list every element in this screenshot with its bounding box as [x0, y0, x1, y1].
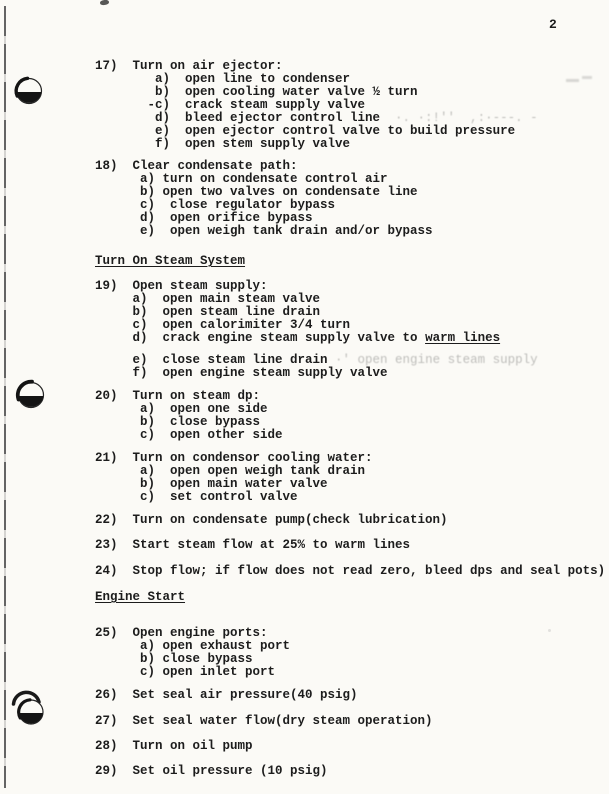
substep-line: b) open main water valve: [95, 477, 328, 491]
substep-line: c) open other side: [95, 428, 283, 442]
step-line: 19) Open steam supply:: [95, 279, 268, 293]
substep-line: c) close regulator bypass: [95, 198, 336, 212]
substep-line: c) open inlet port: [95, 665, 276, 679]
step-line: 20) Turn on steam dp:: [95, 389, 261, 403]
step-line: 25) Open engine ports:: [95, 626, 268, 640]
step-line: 23) Start steam flow at 25% to warm lines: [95, 538, 411, 552]
hole-punch-icon: [9, 373, 53, 417]
erased-text: ·' open engine steam supply: [327, 353, 538, 367]
substep-line: f) open stem supply valve: [95, 137, 351, 151]
section-heading: Turn On Steam System: [95, 254, 246, 268]
substep-line: a) turn on condensate control air: [95, 172, 388, 186]
step-line: 24) Stop flow; if flow does not read zero, bleed dps and seal pots): [95, 564, 606, 578]
substep-line: a) open open weigh tank drain: [95, 464, 366, 478]
hole-punch-icon: [7, 69, 51, 113]
step-line: 26) Set seal air pressure(40 psig): [95, 688, 358, 702]
substep-line: a) open one side: [95, 402, 268, 416]
substep-line: e) open weigh tank drain and/or bypass: [95, 224, 433, 238]
substep-line: b) open steam line drain: [95, 305, 321, 319]
step-line: 17) Turn on air ejector:: [95, 59, 283, 73]
step-line: 29) Set oil pressure (10 psig): [95, 764, 328, 778]
underlined-text: warm lines: [425, 331, 501, 345]
substep-line: b) close bypass: [95, 415, 261, 429]
substep-line: c) open calorimiter 3/4 turn: [95, 318, 351, 332]
substep-line: e) close steam line drain ·' open engine steam supply: [95, 353, 538, 367]
step-line: 28) Turn on oil pump: [95, 739, 253, 753]
step-line: 27) Set seal water flow(dry steam operation): [95, 714, 433, 728]
substep-line: d) bleed ejector control line ·. ·:!'' ,:·---. -: [95, 111, 538, 125]
substep-line: b) close bypass: [95, 652, 253, 666]
substep-line: a) open main steam valve: [95, 292, 321, 306]
substep-line: b) open cooling water valve ½ turn: [95, 85, 418, 99]
substep-line: -c) crack steam supply valve: [95, 98, 366, 112]
substep-line: a) open exhaust port: [95, 639, 291, 653]
substep-line: d) crack engine steam supply valve to warm lines: [95, 331, 501, 345]
substep-line: b) open two valves on condensate line: [95, 185, 418, 199]
step-line: 21) Turn on condensor cooling water:: [95, 451, 373, 465]
scan-edge-line: [4, 6, 6, 788]
substep-line: f) open engine steam supply valve: [95, 366, 388, 380]
substep-line: a) open line to condenser: [95, 72, 351, 86]
section-heading: Engine Start: [95, 590, 186, 604]
erased-text: ·. ·:!'' ,:·---. -: [380, 111, 538, 125]
hole-punch-icon: [4, 678, 56, 734]
page-number: 2: [549, 17, 557, 32]
substep-line: c) set control valve: [95, 490, 298, 504]
substep-line: e) open ejector control valve to build pressure: [95, 124, 516, 138]
scan-artifact: [100, 0, 110, 6]
step-line: 22) Turn on condensate pump(check lubrication): [95, 513, 448, 527]
procedure-text: [95, 60, 605, 778]
substep-line: d) open orifice bypass: [95, 211, 313, 225]
step-line: 18) Clear condensate path:: [95, 159, 298, 173]
